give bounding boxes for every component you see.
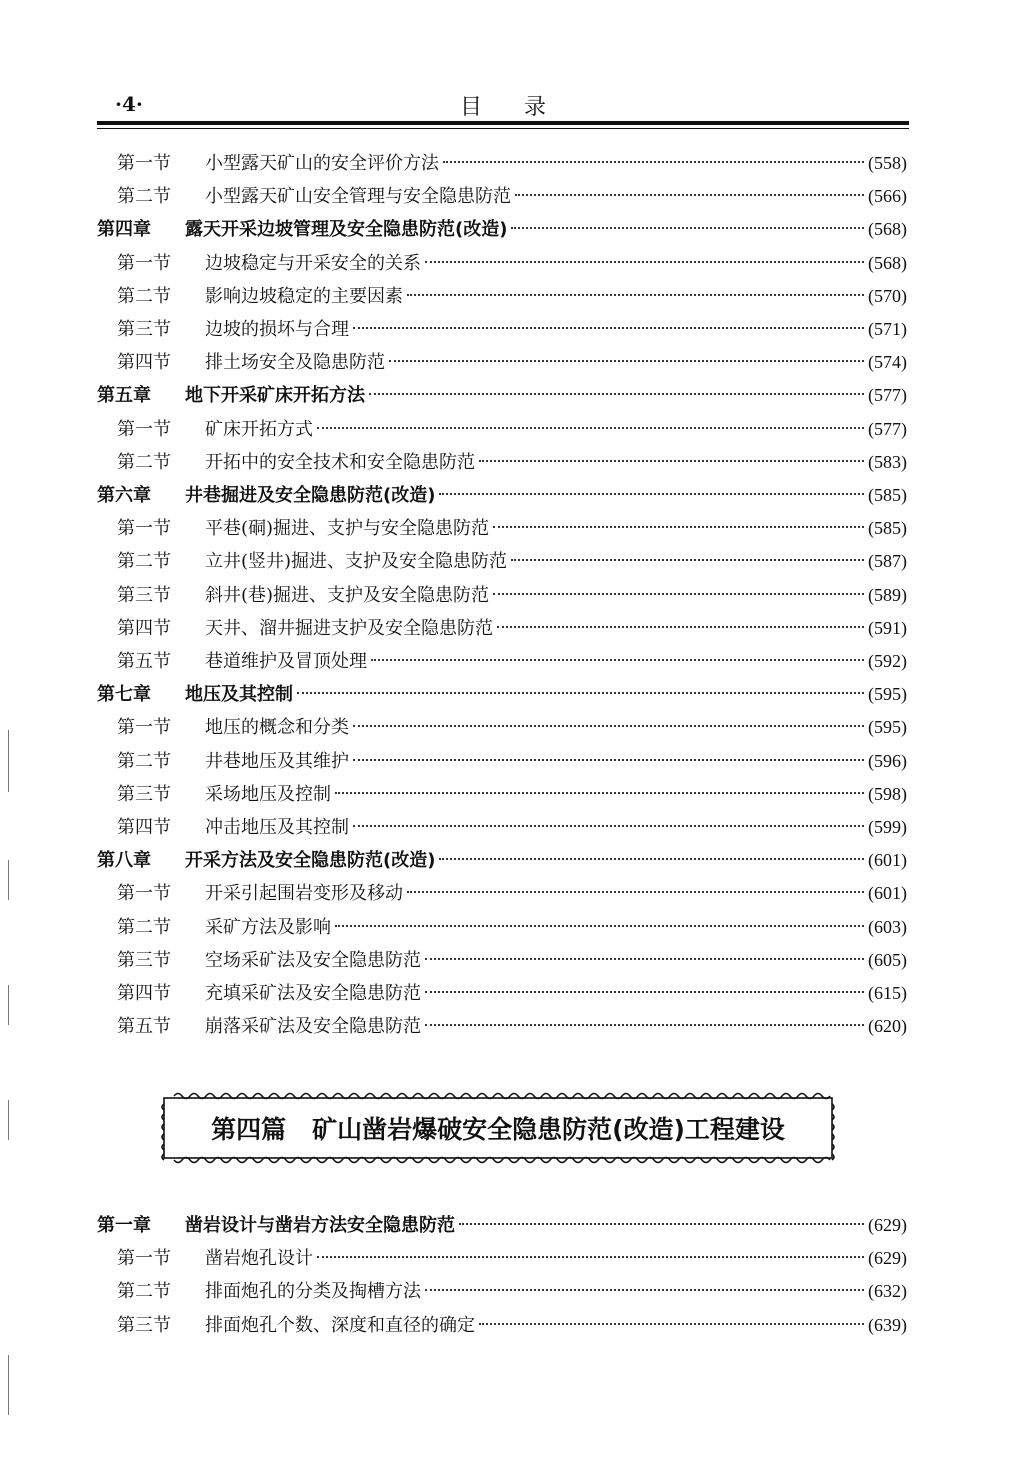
toc-entry-number: 第六章 (97, 485, 151, 506)
toc-entry-number: 第一节 (117, 518, 171, 540)
toc-chapter-row (97, 679, 907, 709)
toc-leader (317, 427, 864, 429)
toc-leader (353, 825, 864, 827)
toc-entry-number: 第一节 (117, 153, 171, 174)
toc-entry-number: 第五章 (97, 385, 151, 407)
toc-entry-title: 开采引起围岩变形及移动 (205, 883, 403, 905)
toc-section-row (117, 646, 907, 676)
toc-leader (459, 1223, 864, 1225)
part-title (160, 1110, 836, 1146)
page-number: ·4· (115, 92, 143, 116)
toc-page-number: (615) (868, 983, 907, 1003)
toc-entry-number: 第二节 (117, 285, 171, 307)
toc-page-number: (603) (868, 916, 907, 937)
toc-entry-title: 斜井(巷)掘进、支护及安全隐患防范 (205, 584, 490, 606)
toc-section-row (117, 1276, 907, 1306)
toc-page-number: (595) (868, 717, 907, 738)
toc-section-row (117, 945, 907, 975)
toc-page-number: (571) (868, 319, 907, 339)
toc-entry-number: 第四节 (117, 817, 171, 838)
toc-entry-number: 第三节 (117, 783, 171, 805)
scan-margin-mark (8, 1355, 9, 1415)
toc-section-row (117, 414, 907, 444)
toc-section-row (117, 314, 907, 344)
toc-section-row (117, 347, 907, 377)
toc-leader (353, 725, 864, 727)
toc-leader (297, 692, 864, 694)
running-title: 目录 (459, 95, 588, 120)
toc-section-row (117, 447, 907, 477)
toc-section-row (117, 613, 907, 643)
toc-leader (425, 991, 864, 993)
toc-leader (389, 360, 864, 362)
toc-entry-number: 第三节 (117, 319, 171, 340)
toc-entry-title: 凿岩设计与凿岩方法安全隐患防范 (185, 1215, 455, 1236)
toc-page-number: (577) (868, 418, 907, 439)
toc-page-number: (589) (868, 584, 907, 605)
toc-leader (425, 1024, 864, 1026)
toc-entry-number: 第四节 (117, 352, 171, 374)
toc-entry-title: 边坡稳定与开采安全的关系 (205, 252, 421, 274)
toc-page-number: (583) (868, 451, 907, 472)
toc-page-number: (629) (868, 1248, 907, 1269)
toc-entry-number: 第二节 (117, 451, 171, 473)
toc-entry-number: 第一节 (117, 418, 171, 440)
toc-leader (369, 393, 864, 395)
toc-page-number: (639) (868, 1314, 907, 1335)
toc-section-row (117, 746, 907, 776)
toc-leader (353, 327, 864, 329)
toc-page-number: (558) (868, 153, 907, 173)
toc-entry-title: 矿床开拓方式 (205, 418, 313, 440)
toc-entry-number: 第八章 (97, 850, 151, 872)
toc-leader (407, 891, 864, 893)
toc-page-number: (598) (868, 783, 907, 804)
toc-section-row (117, 1011, 907, 1041)
toc-entry-number: 第二节 (117, 916, 171, 938)
toc-section-row (117, 878, 907, 908)
toc-page-number: (585) (868, 518, 907, 539)
toc-entry-number: 第二节 (117, 551, 171, 573)
toc-entry-number: 第一节 (117, 1248, 171, 1270)
toc-entry-title: 地压的概念和分类 (205, 717, 349, 739)
toc-chapter-row (97, 214, 907, 244)
toc-leader (335, 792, 864, 794)
toc-entry-title: 井巷掘进及安全隐患防范(改造) (185, 485, 436, 506)
toc-section-row (117, 712, 907, 742)
toc-entry-title: 排面炮孔个数、深度和直径的确定 (205, 1314, 475, 1336)
toc-leader (515, 194, 864, 196)
toc-entry-title: 井巷地压及其维护 (205, 750, 349, 772)
toc-entry-title: 采场地压及控制 (205, 783, 331, 805)
scan-margin-mark (8, 1100, 9, 1140)
toc-page-number: (599) (868, 817, 907, 837)
toc-entry-title: 巷道维护及冒顶处理 (205, 651, 367, 672)
toc-entry-title: 充填采矿法及安全隐患防范 (205, 983, 421, 1004)
toc-page-number: (629) (868, 1215, 907, 1235)
toc-entry-title: 排面炮孔的分类及掏槽方法 (205, 1281, 421, 1303)
toc-entry-number: 第二节 (117, 1281, 171, 1303)
toc-leader (425, 958, 864, 960)
toc-leader (493, 593, 864, 595)
toc-page-number: (568) (868, 219, 907, 240)
toc-page-number: (570) (868, 285, 907, 306)
toc-entry-number: 第二节 (117, 186, 171, 208)
toc-entry-number: 第二节 (117, 750, 171, 772)
scan-margin-mark (8, 860, 9, 900)
toc-entry-number: 第一节 (117, 252, 171, 274)
toc-entry-title: 凿岩炮孔设计 (205, 1248, 313, 1270)
toc-section-row (117, 181, 907, 211)
toc-page-number: (585) (868, 485, 907, 505)
toc-entry-title: 地下开采矿床开拓方法 (185, 385, 365, 407)
toc-chapter-row (97, 480, 907, 510)
toc-entry-title: 空场采矿法及安全隐患防范 (205, 949, 421, 971)
toc-entry-number: 第一节 (117, 883, 171, 905)
part-title-text: 矿山凿岩爆破安全隐患防范(改造)工程建设 (312, 1115, 785, 1144)
toc-entry-number: 第三节 (117, 1314, 171, 1336)
toc-entry-number: 第一章 (97, 1215, 151, 1236)
toc-entry-title: 采矿方法及影响 (205, 916, 331, 938)
toc-leader (479, 1323, 864, 1325)
toc-section-row (117, 912, 907, 942)
toc-page-number: (591) (868, 617, 907, 638)
toc-chapter-row (97, 1210, 907, 1240)
toc-entry-number: 第四节 (117, 617, 171, 639)
toc-leader (493, 526, 864, 528)
toc-page-number: (601) (868, 883, 907, 904)
toc-section-row (117, 580, 907, 610)
toc-entry-title: 冲击地压及其控制 (205, 817, 349, 838)
toc-page-number: (568) (868, 252, 907, 273)
toc-entry-title: 露天开采边坡管理及安全隐患防范(改造) (185, 219, 508, 241)
toc-leader (425, 1289, 864, 1291)
toc-page-number: (632) (868, 1281, 907, 1302)
toc-page-number: (587) (868, 551, 907, 572)
toc-entry-number: 第五节 (117, 651, 171, 672)
toc-entry-title: 平巷(硐)掘进、支护与安全隐患防范 (205, 518, 490, 540)
toc-section-row (117, 546, 907, 576)
toc-leader (317, 1256, 864, 1258)
toc-section-row (117, 978, 907, 1008)
toc-page-number: (620) (868, 1016, 907, 1037)
toc-leader (371, 659, 864, 661)
scan-margin-mark (8, 985, 9, 1025)
toc-leader (407, 294, 864, 296)
toc-section-row (117, 513, 907, 543)
toc-leader (335, 925, 864, 927)
toc-leader (443, 161, 864, 163)
toc-entry-title: 排土场安全及隐患防范 (205, 352, 385, 374)
toc-leader (511, 559, 864, 561)
toc-entry-number: 第一节 (117, 717, 171, 739)
toc-leader (353, 759, 864, 761)
toc-entry-title: 崩落采矿法及安全隐患防范 (205, 1016, 421, 1038)
toc-entry-title: 边坡的损坏与合理 (205, 319, 349, 340)
toc-page-number: (574) (868, 352, 907, 373)
toc-entry-number: 第三节 (117, 949, 171, 971)
toc-entry-title: 地压及其控制 (185, 684, 293, 706)
toc-entry-title: 立井(竖井)掘进、支护及安全隐患防范 (205, 551, 508, 573)
toc-entry-number: 第三节 (117, 584, 171, 606)
toc-page-number: (592) (868, 651, 907, 671)
toc-section-row (117, 1310, 907, 1340)
toc-chapter-row (97, 380, 907, 410)
toc-entry-number: 第四章 (97, 219, 151, 241)
toc-leader (511, 227, 864, 229)
toc-leader (479, 460, 864, 462)
part-banner (160, 1090, 836, 1166)
toc-page-number: (596) (868, 750, 907, 771)
toc-entry-title: 小型露天矿山安全管理与安全隐患防范 (205, 186, 511, 208)
toc-leader (425, 261, 864, 263)
toc-leader (497, 626, 864, 628)
toc-entry-title: 小型露天矿山的安全评价方法 (205, 153, 439, 174)
toc-leader (439, 858, 864, 860)
toc-section-row (117, 779, 907, 809)
part-number: 第四篇 (211, 1115, 287, 1144)
toc-page-number: (601) (868, 850, 907, 871)
toc-entry-number: 第七章 (97, 684, 151, 706)
toc-entry-title: 开拓中的安全技术和安全隐患防范 (205, 451, 475, 473)
toc-page-number: (605) (868, 949, 907, 970)
toc-chapter-row (97, 845, 907, 875)
toc-page-number: (577) (868, 385, 907, 406)
toc-page-number: (595) (868, 684, 907, 705)
toc-leader (439, 493, 864, 495)
toc-entry-title: 影响边坡稳定的主要因素 (205, 285, 403, 307)
scan-margin-mark (8, 730, 9, 792)
toc-entry-number: 第五节 (117, 1016, 171, 1038)
toc-section-row (117, 248, 907, 278)
toc-section-row (117, 148, 907, 178)
toc-section-row (117, 812, 907, 842)
toc-section-row (117, 281, 907, 311)
toc-entry-title: 开采方法及安全隐患防范(改造) (185, 850, 436, 872)
toc-entry-title: 天井、溜井掘进支护及安全隐患防范 (205, 617, 493, 639)
toc-section-row (117, 1243, 907, 1273)
toc-entry-number: 第四节 (117, 983, 171, 1004)
toc-page-number: (566) (868, 186, 907, 207)
